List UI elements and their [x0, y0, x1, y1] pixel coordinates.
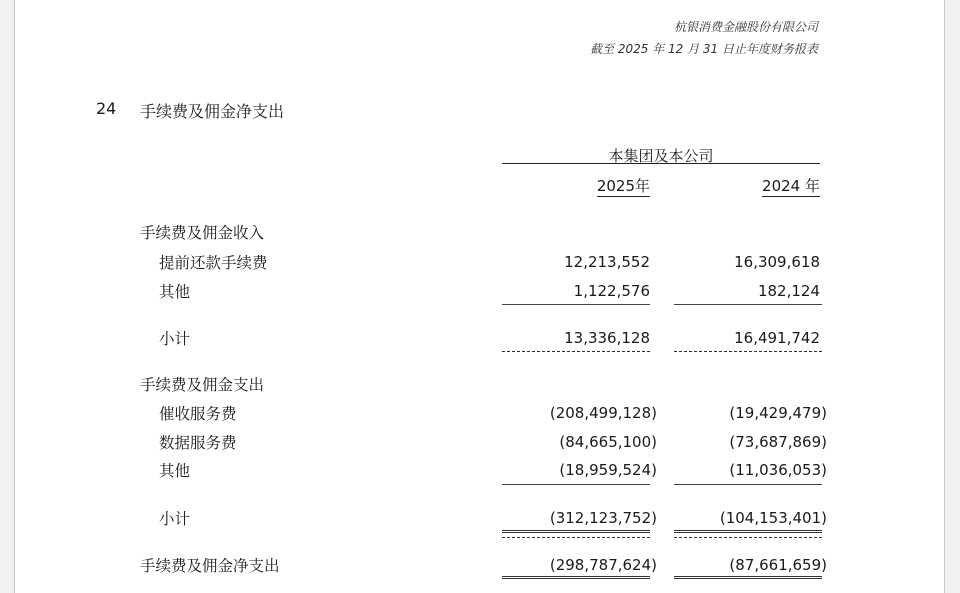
- row-label: 提前还款手续费: [159, 254, 268, 272]
- rule-double: [674, 576, 822, 579]
- cell-2024: 182,124: [757, 282, 820, 300]
- expense-heading: 手续费及佣金支出: [140, 376, 265, 394]
- cell-2025: (208,499,128): [549, 404, 657, 422]
- cell-2024: (11,036,053): [729, 461, 827, 479]
- income-heading: 手续费及佣金收入: [140, 224, 265, 242]
- subtotal-label: 小计: [159, 330, 191, 348]
- net-2024: (87,661,659): [729, 556, 827, 574]
- subtotal-2025: (312,123,752): [549, 509, 657, 527]
- rule-double: [502, 576, 650, 579]
- subtotal-2024: 16,491,742: [734, 329, 820, 347]
- viewer-left-margin: [0, 0, 15, 593]
- cell-2024: (73,687,869): [729, 433, 827, 451]
- subtotal-label: 小计: [159, 510, 191, 528]
- document-page: [15, 0, 943, 593]
- rule-double: [674, 530, 822, 533]
- note-title: 手续费及佣金净支出: [140, 102, 285, 121]
- cell-2024: (19,429,479): [729, 404, 827, 422]
- net-label: 手续费及佣金净支出: [140, 557, 280, 575]
- rule-dashed: [674, 351, 822, 352]
- cell-2025: 1,122,576: [573, 282, 650, 300]
- column-group-underline: [502, 163, 820, 164]
- rule-dashed: [502, 351, 650, 352]
- cell-2025: (84,665,100): [559, 433, 657, 451]
- subtotal-2025: 13,336,128: [564, 329, 650, 347]
- row-label: 其他: [159, 462, 191, 480]
- rule-single: [502, 484, 650, 485]
- column-group-header: 本集团及本公司: [608, 147, 714, 165]
- net-2025: (298,787,624): [549, 556, 657, 574]
- rule-double: [502, 530, 650, 533]
- rule-single: [674, 484, 822, 485]
- rule-single: [674, 304, 822, 305]
- company-name: 杭银消费金融股份有限公司: [673, 20, 818, 34]
- viewer-right-margin: [944, 0, 960, 593]
- row-label: 数据服务费: [159, 434, 237, 452]
- rule-single: [502, 304, 650, 305]
- note-number: 24: [96, 99, 117, 118]
- cell-2025: 12,213,552: [564, 253, 650, 271]
- subtotal-2024: (104,153,401): [719, 509, 827, 527]
- column-year-2025: 2025年: [596, 177, 650, 195]
- cell-2025: (18,959,524): [559, 461, 657, 479]
- report-period: 截至 2025 年 12 月 31 日止年度财务报表: [590, 42, 818, 56]
- row-label: 其他: [159, 283, 191, 301]
- rule-dashed: [502, 537, 650, 538]
- rule-dashed: [674, 537, 822, 538]
- cell-2024: 16,309,618: [734, 253, 820, 271]
- row-label: 催收服务费: [159, 405, 237, 423]
- column-year-2024: 2024 年: [762, 177, 820, 195]
